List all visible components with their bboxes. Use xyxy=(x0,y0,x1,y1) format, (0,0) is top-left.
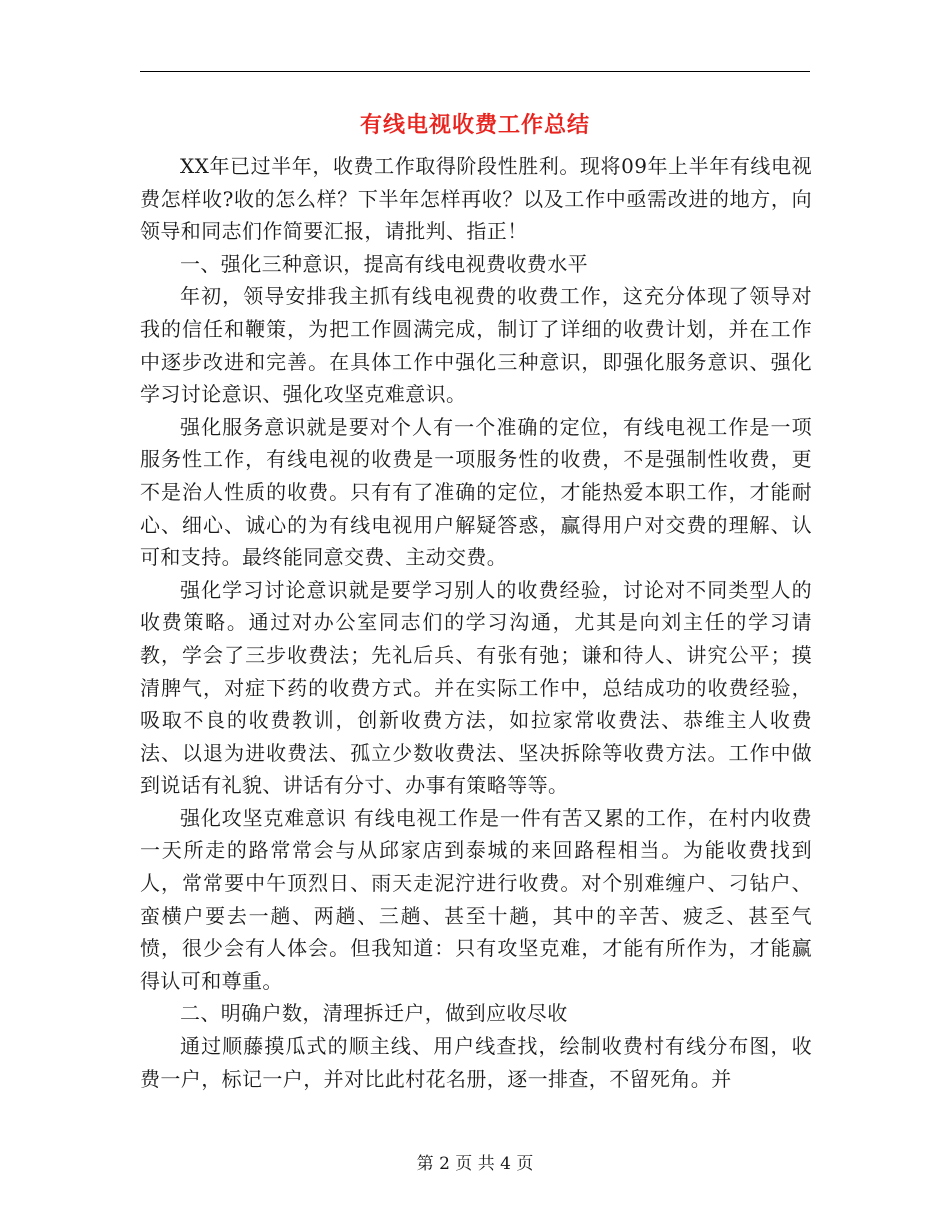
paragraph: 年初，领导安排我主抓有线电视费的收费工作，这充分体现了领导对我的信任和鞭策，为把工作圆满完成，制订了详细的收费计划，并在工作中逐步改进和完善。在具体工作中强化三种意识，即强化服务意识、强化学习讨论意识、强化攻坚克难意识。 xyxy=(140,284,812,407)
paragraph: 强化攻坚克难意识 有线电视工作是一件有苦又累的工作，在村内收费一天所走的路常常会与从邱家店到泰城的来回路程相当。为能收费找到人，常常要中午顶烈日、雨天走泥泞进行收费。对个别难缠户、刁钻户、蛮横户要去一趟、两趟、三趟、甚至十趟，其中的辛苦、疲乏、甚至气愤，很少会有人体会。但我知道：只有攻坚克难，才能有所作为，才能赢得认可和尊重。 xyxy=(140,805,812,993)
header-rule xyxy=(140,71,810,72)
paragraph-intro: XX年已过半年，收费工作取得阶段性胜利。现将09年上半年有线电视费怎样收?收的怎么样？下半年怎样再收？以及工作中亟需改进的地方，向领导和同志们作简要汇报，请批判、指正！ xyxy=(140,154,812,244)
page-number-footer: 第 2 页 共 4 页 xyxy=(416,1154,534,1174)
document-body xyxy=(140,150,812,1095)
paragraph: 强化学习讨论意识就是要学习别人的收费经验，讨论对不同类型人的收费策略。通过对办公室同志们的学习沟通，尤其是向刘主任的学习请教，学会了三步收费法；先礼后兵、有张有弛；谦和待人、讲究公平；摸清脾气，对症下药的收费方式。并在实际工作中，总结成功的收费经验，吸取不良的收费教训，创新收费方法，如拉家常收费法、恭维主人收费法、以退为进收费法、孤立少数收费法、坚决拆除等收费方法。工作中做到说话有礼貌、讲话有分寸、办事有策略等等。 xyxy=(140,577,812,798)
paragraph: 强化服务意识就是要对个人有一个准确的定位，有线电视工作是一项服务性工作，有线电视的收费是一项服务性的收费，不是强制性收费，更不是治人性质的收费。只有有了准确的定位，才能热爱本职工作，才能耐心、细心、诚心的为有线电视用户解疑答惑，赢得用户对交费的理解、认可和支持。最终能同意交费、主动交费。 xyxy=(140,414,812,570)
section-heading-1: 一、强化三种意识，提高有线电视费收费水平 xyxy=(180,251,588,276)
paragraph: 通过顺藤摸瓜式的顺主线、用户线查找，绘制收费村有线分布图，收费一户，标记一户，并对比此村花名册，逐一排查，不留死角。并 xyxy=(140,1034,812,1091)
document-title: 有线电视收费工作总结 xyxy=(359,112,590,138)
section-heading-2: 二、明确户数，清理拆迁户，做到应收尽收 xyxy=(180,1001,568,1026)
